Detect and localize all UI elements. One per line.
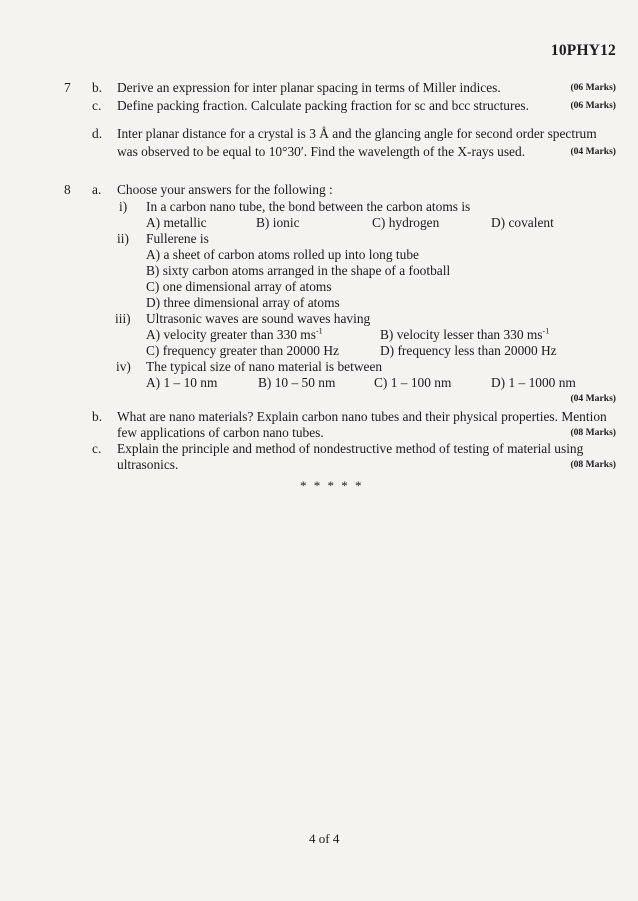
q8b-line2: few applications of carbon nano tubes.: [117, 425, 324, 440]
q8a-iii-option-a-exponent: -1: [315, 326, 323, 336]
q8a-i-stem: In a carbon nano tube, the bond between the carbon atoms is: [146, 199, 471, 214]
q8c-line1: Explain the principle and method of nondestructive method of testing of material using: [117, 441, 584, 456]
q7d-marks: (04 Marks): [570, 146, 616, 157]
q7d-label: d.: [92, 126, 103, 141]
question-7-number: 7: [64, 80, 71, 95]
q7d-line2: was observed to be equal to 10°30′. Find the wavelength of the X-rays used.: [117, 144, 526, 159]
q8a-iii-stem: Ultrasonic waves are sound waves having: [146, 311, 371, 326]
q8a-ii-option-a: A) a sheet of carbon atoms rolled up into long tube: [146, 247, 419, 262]
q8a-iii-number: iii): [115, 311, 131, 326]
q7b-label: b.: [92, 80, 103, 95]
q8a-i-option-c: C) hydrogen: [372, 215, 440, 230]
q8a-iii-option-d: D) frequency less than 20000 Hz: [380, 343, 557, 358]
q7c-label: c.: [92, 98, 102, 113]
q8a-iii-option-b: [380, 327, 549, 343]
q8a-iii-option-a: [146, 327, 323, 343]
q8c-line2: ultrasonics.: [117, 457, 179, 472]
q8b-line1: What are nano materials? Explain carbon nano tubes and their physical properties. Mention: [117, 409, 607, 424]
q8a-iv-option-d: D) 1 – 1000 nm: [491, 375, 576, 390]
q8a-iii-option-c: C) frequency greater than 20000 Hz: [146, 343, 339, 358]
q7c-text: Define packing fraction. Calculate packing fraction for sc and bcc structures.: [117, 98, 529, 113]
q8a-intro: Choose your answers for the following :: [117, 182, 333, 197]
q8b-label: b.: [92, 409, 103, 424]
q8c-marks: (08 Marks): [570, 459, 616, 470]
q8a-ii-option-b: B) sixty carbon atoms arranged in the shape of a football: [146, 263, 451, 278]
question-8-number: 8: [64, 182, 71, 197]
q8c-label: c.: [92, 441, 102, 456]
q8a-iv-number: iv): [116, 359, 131, 374]
subject-code: 10PHY12: [550, 42, 616, 59]
q8a-iv-stem: The typical size of nano material is between: [146, 359, 383, 374]
q8a-i-option-a: A) metallic: [146, 215, 207, 230]
q8b-marks: (08 Marks): [570, 427, 616, 438]
q7b-marks: (06 Marks): [570, 82, 616, 93]
q8a-iii-option-a-text: A) velocity greater than 330 ms: [146, 327, 316, 342]
q8a-i-option-d: D) covalent: [491, 215, 554, 230]
page-number: 4 of 4: [309, 831, 340, 846]
q8a-iv-option-c: C) 1 – 100 nm: [374, 375, 452, 390]
q8a-iii-option-b-text: B) velocity lesser than 330 ms: [380, 327, 543, 342]
q7b-text: Derive an expression for inter planar spacing in terms of Miller indices.: [117, 80, 501, 95]
end-of-paper-stars: * * * * *: [300, 478, 364, 493]
q8a-ii-option-d: D) three dimensional array of atoms: [146, 295, 340, 310]
q8a-ii-number: ii): [117, 231, 129, 246]
q8a-i-option-b: B) ionic: [256, 215, 300, 230]
q8a-iv-option-a: A) 1 – 10 nm: [146, 375, 218, 390]
q8a-iii-option-b-exponent: -1: [542, 326, 550, 336]
q8a-marks: (04 Marks): [570, 393, 616, 404]
q8a-iv-option-b: B) 10 – 50 nm: [258, 375, 336, 390]
q7c-marks: (06 Marks): [570, 100, 616, 111]
q8a-i-number: i): [119, 199, 128, 214]
q8a-ii-option-c: C) one dimensional array of atoms: [146, 279, 332, 294]
q8a-label: a.: [92, 182, 102, 197]
q7d-line1: Inter planar distance for a crystal is 3 Å and the glancing angle for second order spectrum: [117, 126, 597, 141]
q8a-ii-stem: Fullerene is: [146, 231, 209, 246]
